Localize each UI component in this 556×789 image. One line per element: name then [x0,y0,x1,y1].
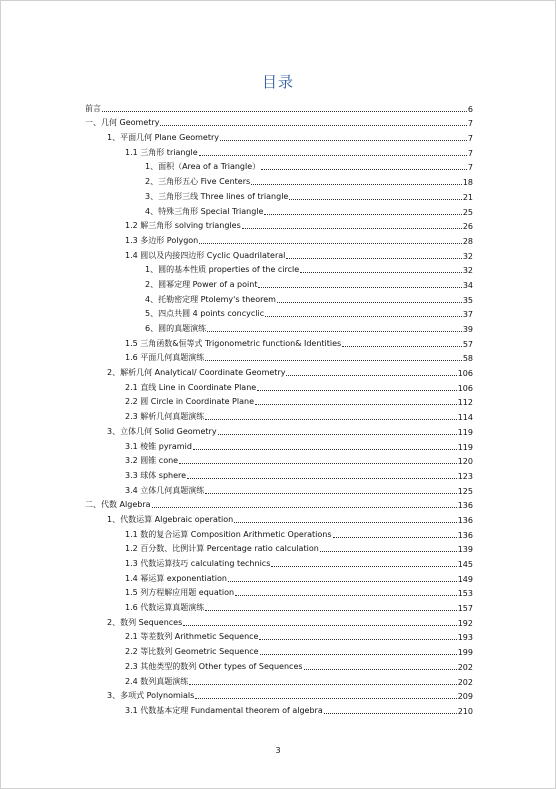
toc-entry-page: 119 [457,427,473,437]
toc-entry-label: 1.2 百分数、比例计算 Percentage ratio calculation [125,544,319,554]
toc-entry-label: 1.2 解三角形 solving triangles [125,221,241,231]
toc-entry-label: 1.5 三角函数&恒等式 Trigonometric function& Identities [125,338,342,348]
toc-entry-label: 2、圆幂定理 Power of a point [145,279,258,289]
toc-entry[interactable] [85,452,473,467]
toc-entry-page: 57 [462,339,473,349]
toc-entry[interactable] [85,554,473,569]
dot-leader [271,566,456,567]
toc-entry-page: 193 [457,633,473,643]
toc-entry-label: 2.1 直线 Line in Coordinate Plane [125,382,257,392]
toc-entry-label: 3.4 立体几何真题演练 [125,485,205,495]
dot-leader [251,184,462,185]
toc-entry[interactable] [85,687,473,702]
toc-entry[interactable] [85,510,473,525]
toc-entry-page: 58 [462,354,473,364]
dot-leader [286,375,456,376]
dot-leader [286,258,461,259]
toc-entry[interactable] [85,540,473,555]
toc-entry-label: 2.2 等比数列 Geometric Sequence [125,647,259,657]
toc-entry-label: 1.3 代数运算技巧 calculating technics [125,559,271,568]
toc-entry-page: 145 [457,560,473,569]
toc-entry-label: 4、托勒密定理 Ptolemy's theorem [145,294,276,304]
toc-title: 目录 [261,73,294,91]
toc-entry-label: 4、特殊三角形 Special Triangle [145,206,264,216]
toc-entry-page: 106 [457,383,473,393]
dot-leader [205,610,456,611]
toc-entry-label: 6、圆的真题演练 [145,324,207,333]
dot-leader [342,346,462,347]
dot-leader [195,698,456,699]
toc-entry-label: 1.5 列方程解应用题 equation [125,588,235,598]
dot-leader [320,551,457,552]
toc-entry[interactable] [85,187,473,202]
toc-entry-label: 1.6 代数运算真题演练 [125,603,205,613]
dot-leader [289,199,461,200]
dot-leader [265,316,462,317]
toc-entry-page: 136 [457,530,473,540]
toc-entry-page: 119 [457,442,473,452]
toc-entry-label: 二、代数 Algebra [85,500,151,510]
toc-entry[interactable] [85,657,473,672]
toc-entry-page: 149 [457,574,473,584]
toc-entry-label: 一、几何 Geometry [85,118,160,128]
dot-leader [304,669,457,670]
toc-entry[interactable] [85,613,473,628]
dot-leader [207,331,462,332]
toc-entry-label: 3.1 代数基本定理 Fundamental theorem of algebra [125,705,323,715]
toc-entry-page: 6 [467,104,473,114]
toc-entry-label: 1、圆的基本性质 properties of the circle [145,265,300,275]
toc-entry[interactable] [85,202,473,217]
toc-entry-label: 2.3 解析几何真题演练 [125,412,205,422]
dot-leader [258,287,461,288]
dot-leader [218,434,457,435]
dot-leader [255,404,457,405]
dot-leader [259,639,456,640]
toc-entry-page: 106 [457,369,473,379]
dot-leader [220,140,467,141]
toc-entry-label: 3、多项式 Polynomials [107,691,195,701]
toc-entry-label: 2、解析几何 Analytical/ Coordinate Geometry [107,368,286,378]
toc-entry-page: 120 [457,457,473,467]
toc-entry-page: 18 [462,178,473,188]
toc-entry-page: 210 [457,706,473,716]
toc-entry[interactable] [85,319,473,334]
toc-entry-page: 39 [462,325,473,334]
dot-leader [187,478,457,479]
toc-entry[interactable] [85,114,473,129]
dot-leader [205,493,456,494]
toc-entry-label: 3、立体几何 Solid Geometry [107,426,217,436]
dot-leader [277,302,462,303]
toc-entry-page: 202 [457,662,473,672]
toc-entry[interactable] [85,598,473,613]
toc-entry-page: 123 [457,471,473,481]
table-of-contents [85,99,473,716]
toc-entry-page: 26 [462,222,473,232]
toc-entry-label: 1、代数运算 Algebraic operation [107,514,234,524]
toc-entry-page: 34 [462,280,473,290]
dot-leader [228,581,457,582]
toc-entry[interactable] [85,525,473,540]
toc-entry[interactable] [85,231,473,246]
toc-entry-page: 139 [457,545,473,555]
dot-leader [300,272,462,273]
toc-entry[interactable] [85,172,473,187]
toc-entry-page: 114 [457,413,473,423]
dot-leader [261,169,467,170]
toc-entry[interactable] [85,378,473,393]
toc-entry[interactable] [85,481,473,496]
toc-entry[interactable] [85,363,473,378]
toc-entry[interactable] [85,496,473,511]
toc-entry-label: 3.3 球体 sphere [125,470,187,480]
toc-entry[interactable] [85,672,473,687]
toc-entry-label: 2.3 其他类型的数列 Other types of Sequences [125,661,303,671]
toc-entry-page: 202 [457,677,473,687]
dot-leader [333,537,457,538]
toc-entry[interactable] [85,305,473,320]
dot-leader [183,625,456,626]
toc-entry-label: 前言 [85,103,101,113]
toc-entry-label: 1、面积（Area of a Triangle） [145,162,261,172]
toc-entry[interactable] [85,466,473,481]
dot-leader [179,463,457,464]
toc-entry[interactable] [85,99,473,114]
dot-leader [242,228,462,229]
dot-leader [264,214,461,215]
toc-entry[interactable] [85,261,473,276]
dot-leader [199,243,462,244]
toc-entry[interactable] [85,437,473,452]
toc-entry-page: 112 [457,398,473,408]
toc-entry-page: 37 [462,310,473,320]
toc-entry-page: 7 [467,163,473,173]
toc-entry-page: 21 [462,192,473,202]
toc-entry[interactable] [85,584,473,599]
dot-leader [205,360,462,361]
toc-entry[interactable] [85,275,473,290]
toc-entry-page: 209 [457,692,473,702]
toc-entry-label: 1.4 幂运算 exponentiation [125,573,227,583]
toc-entry[interactable] [85,569,473,584]
toc-entry[interactable] [85,128,473,143]
toc-entry-page: 28 [462,236,473,246]
toc-entry-label: 1.3 多边形 Polygon [125,235,199,245]
toc-entry-label: 1.4 圆以及内接四边形 Cyclic Quadrilateral [125,250,286,260]
toc-entry[interactable] [85,701,473,716]
dot-leader [189,684,456,685]
toc-entry-page: 136 [457,515,473,525]
toc-entry-label: 1.1 数的复合运算 Composition Arithmetic Operations [125,529,332,539]
dot-leader [199,155,467,156]
toc-entry-label: 2.4 数列真题演练 [125,676,189,686]
toc-entry-label: 2.1 等差数列 Arithmetic Sequence [125,632,259,642]
toc-entry-page: 153 [457,589,473,599]
dot-leader [260,654,457,655]
toc-entry[interactable] [85,628,473,643]
page-number: 3 [275,746,281,755]
toc-entry-page: 157 [457,604,473,614]
toc-entry[interactable] [85,217,473,232]
dot-leader [205,419,456,420]
toc-entry-page: 192 [457,618,473,628]
toc-entry-label: 3、三角形三线 Three lines of triangle [145,191,289,201]
toc-entry-label: 1.1 三角形 triangle [125,147,198,157]
toc-entry[interactable] [85,158,473,173]
toc-entry-page: 136 [457,501,473,511]
toc-entry-label: 5、四点共圆 4 points concyclic [145,309,265,319]
toc-entry[interactable] [85,349,473,364]
dot-leader [235,595,457,596]
toc-entry-page: 7 [467,134,473,144]
toc-entry[interactable] [85,290,473,305]
dot-leader [152,507,457,508]
toc-entry-label: 2.2 圆 Circle in Coordinate Plane [125,397,254,407]
toc-entry-page: 32 [462,266,473,276]
toc-entry[interactable] [85,642,473,657]
dot-leader [257,390,457,391]
toc-entry-page: 125 [457,486,473,496]
toc-entry[interactable] [85,393,473,408]
toc-entry[interactable] [85,407,473,422]
toc-entry-page: 7 [467,119,473,129]
toc-entry-page: 25 [462,207,473,217]
toc-entry-label: 1.6 平面几何真题演练 [125,353,205,363]
toc-entry[interactable] [85,246,473,261]
dot-leader [102,111,467,112]
toc-entry[interactable] [85,334,473,349]
toc-entry-label: 3.1 棱锥 pyramid [125,441,192,451]
toc-entry-label: 1、平面几何 Plane Geometry [107,133,220,143]
toc-entry-page: 199 [457,648,473,658]
toc-entry[interactable] [85,422,473,437]
toc-entry-page: 32 [462,251,473,261]
toc-entry-label: 2、三角形五心 Five Centers [145,177,251,187]
toc-entry-page: 7 [467,148,473,158]
toc-entry-label: 3.2 圆锥 cone [125,456,179,466]
dot-leader [160,125,466,126]
dot-leader [324,713,457,714]
dot-leader [193,449,457,450]
dot-leader [234,522,457,523]
toc-entry-page: 35 [462,295,473,305]
toc-entry-label: 2、数列 Sequences [107,617,183,627]
toc-entry[interactable] [85,143,473,158]
